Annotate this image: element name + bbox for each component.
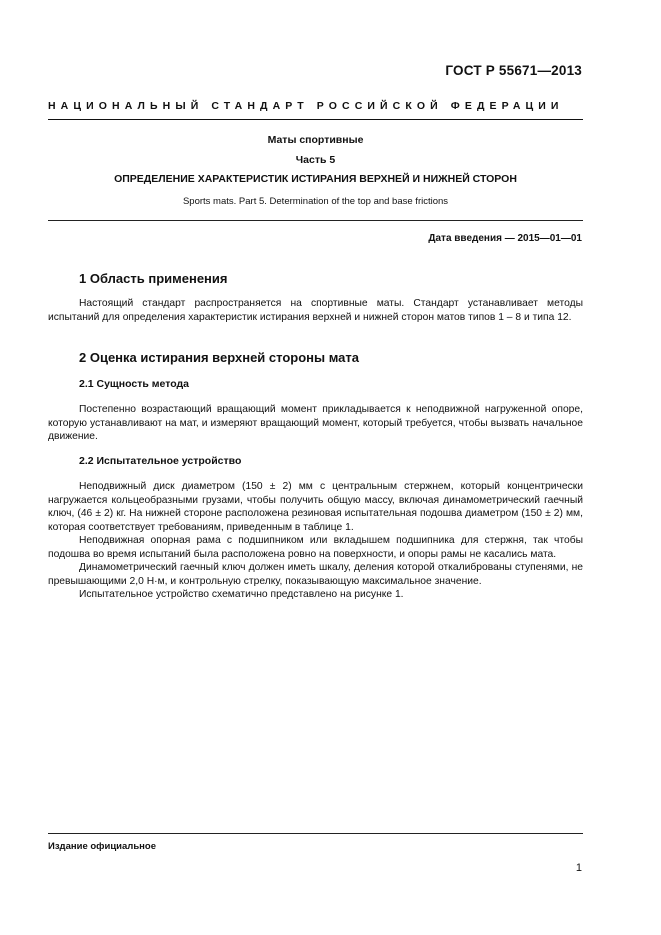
introduction-date: Дата введения — 2015—01—01	[428, 233, 582, 244]
subsection-2-1-text	[48, 403, 583, 444]
national-standard-banner: НАЦИОНАЛЬНЫЙ СТАНДАРТ РОССИЙСКОЙ ФЕДЕРАЦИИ	[48, 100, 564, 112]
subsection-2-2-paragraph-2: Неподвижная опорная рама с подшипником или вкладышем подшипника для стержня, так чтобы подошва во время испытаний была расположена ровно на поверхности, и опоры рамы не касались мата.	[48, 535, 583, 560]
subsection-2-1-paragraph: Постепенно возрастающий вращающий момент прикладывается к неподвижной нагруженной опоре, которую устанавливают на мат, и измеряют вращающий момент, который требуется, чтобы вызвать начальное движение.	[48, 404, 583, 442]
subsection-2-1-heading: 2.1 Сущность метода	[79, 378, 190, 390]
section-1-paragraph: Настоящий стандарт распространяется на спортивные маты. Стандарт устанавливает методы испытаний для определения характеристик истирания верхней и нижней сторон матов типов 1 – 8 и типа 12.	[48, 298, 583, 323]
title-line-1: Маты спортивные	[267, 134, 364, 146]
title-line-3: ОПРЕДЕЛЕНИЕ ХАРАКТЕРИСТИК ИСТИРАНИЯ ВЕРХНЕЙ И НИЖНЕЙ СТОРОН	[114, 173, 517, 185]
section-1-text	[48, 297, 583, 324]
footer-rule	[48, 833, 583, 834]
section-2-heading: 2 Оценка истирания верхней стороны мата	[79, 350, 359, 365]
standard-number: ГОСТ Р 55671—2013	[445, 63, 582, 78]
section-1-heading: 1 Область применения	[79, 271, 228, 286]
subsection-2-2-paragraph-4: Испытательное устройство схематично представлено на рисунке 1.	[79, 589, 404, 600]
title-rule	[48, 220, 583, 221]
subsection-2-2-paragraph-1: Неподвижный диск диаметром (150 ± 2) мм с центральным стержнем, который концентрически нагружается кольцеобразными грузами, чтобы получить общую массу, включая динамометрический гаечный ключ, (46 ± 2) кг. На нижней стороне расположена резиновая испытательная подошва диаметром (150 ± 2) мм, которая соответствует требованиям, приведенным в таблице 1.	[48, 481, 583, 533]
english-title: Sports mats. Part 5. Determination of the top and base frictions	[182, 196, 449, 207]
subsection-2-2-paragraph-3: Динамометрический гаечный ключ должен иметь шкалу, деления которой откалиброваны ступенями, не превышающими 2,0 Н·м, и контрольную стрелку, показывающую максимальное значение.	[48, 562, 583, 587]
page-number: 1	[575, 862, 582, 874]
subsection-2-2-heading: 2.2 Испытательное устройство	[79, 455, 242, 467]
official-edition-label: Издание официальное	[48, 841, 156, 852]
header-rule	[48, 119, 583, 120]
subsection-2-2-text	[48, 480, 583, 602]
title-line-2: Часть 5	[295, 154, 336, 166]
